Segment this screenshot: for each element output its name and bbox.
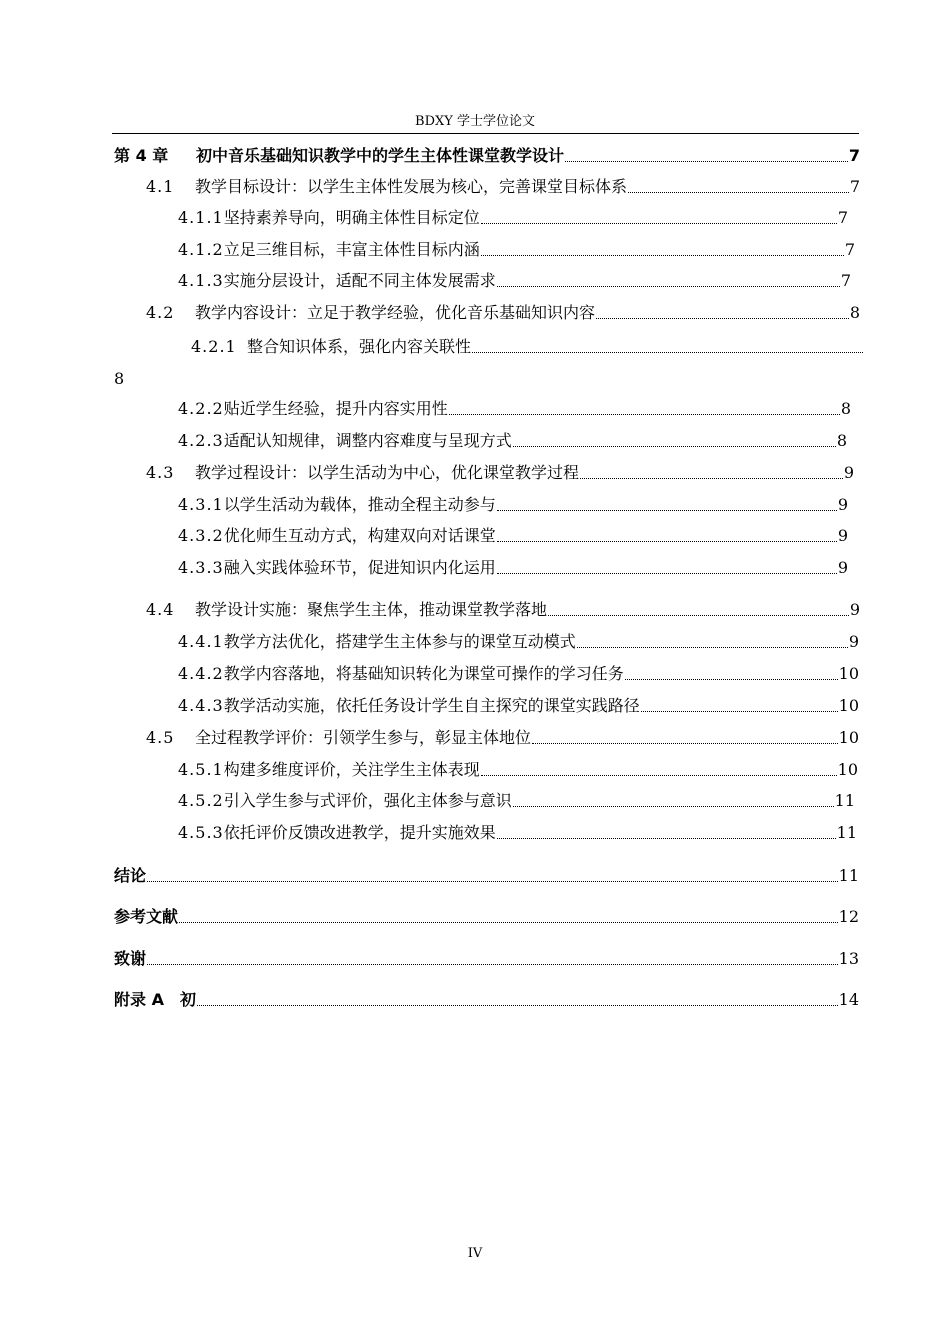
toc-entry-acknowledgements[interactable] xyxy=(114,949,859,969)
toc-page-number: 12 xyxy=(838,907,859,926)
toc-section-number: 4.1 xyxy=(146,177,175,196)
toc-leader-dots xyxy=(565,160,848,162)
toc-leader-dots xyxy=(472,351,863,353)
toc-subsection-title: 以学生活动为载体，推动全程主动参与 xyxy=(223,495,496,514)
toc-subsection-number: 4.1.1 xyxy=(178,208,224,227)
toc-subsection-number: 4.3.2 xyxy=(178,526,224,545)
toc-subsection-number: 4.4.2 xyxy=(178,664,224,683)
toc-subsection-number: 4.5.2 xyxy=(178,791,224,810)
toc-page-number: 7 xyxy=(849,177,860,196)
toc-subsection-title: 引入学生参与式评价，强化主体参与意识 xyxy=(223,791,512,810)
toc-leader-dots xyxy=(625,678,838,680)
toc-entry-4-5-2[interactable] xyxy=(178,791,855,811)
toc-subsection-number: 4.5.1 xyxy=(178,760,224,779)
toc-leader-dots xyxy=(596,317,849,319)
toc-entry-4-3-1[interactable] xyxy=(178,495,848,515)
toc-page-number: 9 xyxy=(837,495,848,514)
toc-entry-4-5-3[interactable] xyxy=(178,823,857,843)
toc-section-title: 全过程教学评价：引领学生参与，彰显主体地位 xyxy=(195,728,532,747)
toc-page-number: 10 xyxy=(838,664,859,683)
toc-entry-4-4-1[interactable] xyxy=(178,632,859,652)
toc-page-number-wrapped: 8 xyxy=(114,369,125,388)
toc-subsection-title: 适配认知规律，调整内容难度与呈现方式 xyxy=(223,431,512,450)
toc-subsection-title: 构建多维度评价，关注学生主体表现 xyxy=(223,760,480,779)
toc-entry-4-5-1[interactable] xyxy=(178,760,858,780)
toc-page-number: 11 xyxy=(836,823,857,842)
toc-leader-dots xyxy=(497,285,840,287)
toc-subsection-number: 4.1.2 xyxy=(178,240,224,259)
toc-entry-label xyxy=(114,146,564,166)
toc-chapter-number: 第 4 章 xyxy=(114,146,169,165)
toc-section-number: 4.3 xyxy=(146,463,175,482)
toc-leader-dots xyxy=(628,191,849,193)
toc-entry-title: 附录 A 初 xyxy=(114,990,196,1009)
toc-entry-title: 致谢 xyxy=(114,949,147,968)
toc-leader-dots xyxy=(147,963,838,965)
toc-page-number: 9 xyxy=(843,463,854,482)
toc-page-number: 10 xyxy=(838,696,859,715)
toc-leader-dots xyxy=(497,509,837,511)
toc-section-number: 4.4 xyxy=(146,600,175,619)
toc-subsection-number: 4.1.3 xyxy=(178,271,224,290)
toc-section-number: 4.2 xyxy=(146,303,175,322)
toc-entry-4-1[interactable] xyxy=(146,177,860,197)
toc-page-number: 11 xyxy=(834,791,855,810)
toc-leader-dots xyxy=(497,572,837,574)
toc-section-title: 教学过程设计：以学生活动为中心，优化课堂教学过程 xyxy=(195,463,580,482)
toc-subsection-title: 整合知识体系，强化内容关联性 xyxy=(247,337,472,356)
toc-entry-title: 结论 xyxy=(114,866,147,885)
toc-subsection-title: 教学活动实施，依托任务设计学生自主探究的课堂实践路径 xyxy=(223,696,640,715)
toc-page-number: 13 xyxy=(838,949,859,968)
toc-entry-4-2-2[interactable] xyxy=(178,399,851,419)
toc-leader-dots xyxy=(197,1004,838,1006)
toc-page-number: 9 xyxy=(849,600,860,619)
toc-subsection-number: 4.3.1 xyxy=(178,495,224,514)
toc-entry-references[interactable] xyxy=(114,907,859,927)
toc-entry-4-1-2[interactable] xyxy=(178,240,855,260)
page-footer-number: IV xyxy=(467,1246,483,1261)
toc-leader-dots xyxy=(449,413,840,415)
toc-subsection-number: 4.5.3 xyxy=(178,823,224,842)
toc-entry-4-4[interactable] xyxy=(146,600,860,620)
toc-entry-4-5[interactable] xyxy=(146,728,859,748)
toc-page-number: 7 xyxy=(837,208,848,227)
toc-leader-dots xyxy=(497,540,837,542)
toc-entry-4-3[interactable] xyxy=(146,463,854,483)
toc-page-number: 7 xyxy=(848,146,860,165)
toc-subsection-title: 优化师生互动方式，构建双向对话课堂 xyxy=(223,526,496,545)
toc-leader-dots xyxy=(641,710,838,712)
toc-entry-4-2-1[interactable] xyxy=(191,337,863,357)
toc-subsection-number: 4.4.1 xyxy=(178,632,224,651)
toc-subsection-title: 坚持素养导向，明确主体性目标定位 xyxy=(223,208,480,227)
toc-page-number: 8 xyxy=(836,431,847,450)
toc-subsection-title: 融入实践体验环节，促进知识内化运用 xyxy=(223,558,496,577)
toc-leader-dots xyxy=(580,477,843,479)
toc-leader-dots xyxy=(481,222,837,224)
toc-entry-4-3-2[interactable] xyxy=(178,526,848,546)
toc-section-number: 4.5 xyxy=(146,728,175,747)
toc-entry-chapter-4[interactable] xyxy=(114,146,860,166)
toc-chapter-title: 初中音乐基础知识教学中的学生主体性课堂教学设计 xyxy=(196,146,565,165)
toc-page-number: 11 xyxy=(838,866,859,885)
toc-leader-dots xyxy=(481,254,844,256)
toc-subsection-title: 教学方法优化，搭建学生主体参与的课堂互动模式 xyxy=(223,632,576,651)
toc-subsection-number: 4.2.3 xyxy=(178,431,224,450)
toc-subsection-number: 4.3.3 xyxy=(178,558,224,577)
toc-section-title: 教学内容设计：立足于教学经验，优化音乐基础知识内容 xyxy=(195,303,596,322)
toc-entry-4-4-2[interactable] xyxy=(178,664,859,684)
toc-page-number: 9 xyxy=(837,558,848,577)
toc-page-number: 14 xyxy=(838,990,859,1009)
toc-leader-dots xyxy=(577,646,848,648)
toc-page-number: 8 xyxy=(849,303,860,322)
toc-page-number: 9 xyxy=(837,526,848,545)
running-header: BDXY 学士学位论文 xyxy=(415,114,535,129)
toc-leader-dots xyxy=(147,880,838,882)
toc-subsection-number: 4.2.2 xyxy=(178,399,224,418)
toc-page-number: 7 xyxy=(844,240,855,259)
toc-leader-dots xyxy=(179,921,838,923)
header-rule xyxy=(112,133,859,134)
toc-subsection-number: 4.4.3 xyxy=(178,696,224,715)
toc-subsection-title: 依托评价反馈改进教学，提升实施效果 xyxy=(223,823,496,842)
toc-subsection-title: 贴近学生经验，提升内容实用性 xyxy=(223,399,448,418)
toc-page-number: 8 xyxy=(840,399,851,418)
toc-subsection-title: 实施分层设计，适配不同主体发展需求 xyxy=(223,271,496,290)
toc-entry-appendix-a[interactable] xyxy=(114,990,859,1010)
toc-entry-title: 参考文献 xyxy=(114,907,179,926)
toc-subsection-title: 立足三维目标，丰富主体性目标内涵 xyxy=(223,240,480,259)
toc-section-title: 教学目标设计：以学生主体性发展为核心，完善课堂目标体系 xyxy=(195,177,628,196)
toc-subsection-title: 教学内容落地，将基础知识转化为课堂可操作的学习任务 xyxy=(223,664,624,683)
toc-leader-dots xyxy=(481,774,837,776)
toc-entry-4-2-3[interactable] xyxy=(178,431,847,451)
toc-page-number: 7 xyxy=(840,271,851,290)
toc-page-number: 9 xyxy=(848,632,859,651)
toc-page-number: 10 xyxy=(837,760,858,779)
toc-entry-4-3-3[interactable] xyxy=(178,558,848,578)
toc-leader-dots xyxy=(513,805,834,807)
toc-leader-dots xyxy=(497,837,836,839)
toc-page-number: 10 xyxy=(838,728,859,747)
toc-leader-dots xyxy=(532,742,838,744)
toc-subsection-number: 4.2.1 xyxy=(191,337,237,356)
toc-entry-4-1-1[interactable] xyxy=(178,208,848,228)
toc-section-title: 教学设计实施：聚焦学生主体，推动课堂教学落地 xyxy=(195,600,548,619)
toc-entry-4-1-3[interactable] xyxy=(178,271,851,291)
toc-entry-4-2[interactable] xyxy=(146,303,860,323)
toc-leader-dots xyxy=(513,445,836,447)
toc-entry-4-4-3[interactable] xyxy=(178,696,859,716)
toc-entry-conclusion[interactable] xyxy=(114,866,859,886)
toc-leader-dots xyxy=(548,614,849,616)
